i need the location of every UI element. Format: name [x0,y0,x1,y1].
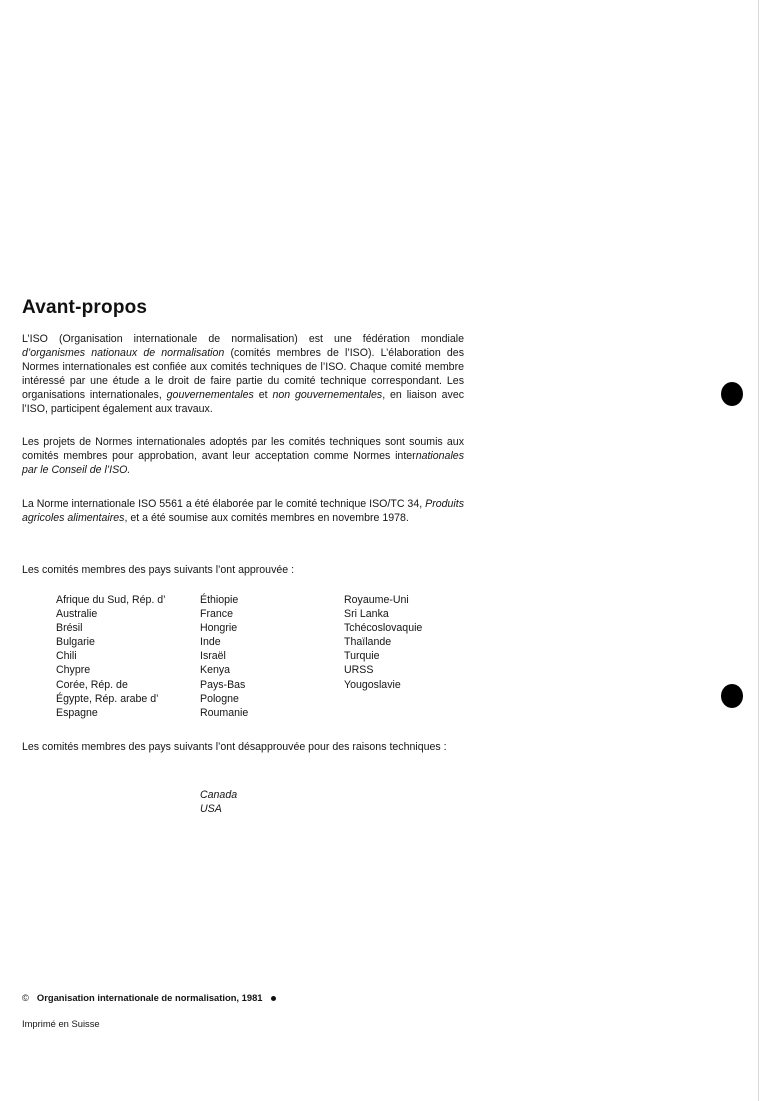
country-name: Tchécoslovaquie [344,622,423,635]
text-run: nationales par le Conseil de l’ISO. [22,450,464,476]
country-name: Bulgarie [56,636,95,649]
text-run: gouvernementales [166,389,254,401]
country-name: Canada [200,789,238,801]
country-name: Israël [200,650,226,663]
text-run: et [253,389,273,401]
country-name: Sri Lanka [344,608,389,621]
country-name: Australie [56,608,98,621]
country-name: Chili [56,650,77,663]
text-run: non gouvernementales [272,389,383,401]
country-name: Brésil [56,622,83,635]
country-name: URSS [344,664,374,677]
approved-countries-column-2 [200,593,248,720]
approved-countries-column-1 [56,593,166,720]
paragraph-approved-intro [22,563,464,577]
text-run: Les comités membres des pays suivants l’ont désapprouvée pour des raisons techniques : [22,741,447,753]
country-name: Espagne [56,706,98,719]
text-run: d’organismes nationaux de normalisation [22,347,225,359]
country-name: Éthiopie [200,594,239,606]
copyright-symbol: © [22,992,29,1003]
country-name: Pologne [200,692,239,705]
country-name: Hongrie [200,622,238,635]
text-run: , et a été soumise aux comités membres en novembre 1978. [124,512,409,524]
country-name: Royaume-Uni [344,594,409,606]
page-edge [758,0,759,1101]
punch-hole-icon [721,684,743,708]
punch-hole-icon [721,382,743,406]
copyright-text: Organisation internationale de normalisation, 1981 [36,992,263,1003]
country-name: USA [200,803,222,816]
text-run: , en liaison avec l’ISO, participent également aux travaux. [22,389,465,415]
text-run: Produits agricoles alimentaires [22,498,464,524]
country-name: Inde [200,636,221,649]
paragraph-standard-origin [22,497,464,525]
country-name: Corée, Rép. de [56,678,128,691]
page-title: Avant-propos [22,297,148,318]
country-name: Thaïlande [344,636,392,649]
text-run: Les comités membres des pays suivants l’ont approuvée : [22,564,295,576]
country-name: Kenya [200,664,231,677]
country-name: Afrique du Sud, Rép. d’ [56,594,166,606]
country-name: Roumanie [200,706,249,719]
text-run: L’ISO (Organisation internationale de normalisation) est une fédération mondiale [22,333,464,345]
country-name: Égypte, Rép. arabe d’ [56,692,159,705]
paragraph-disapproved-intro [22,740,464,754]
country-name: Chypre [56,664,91,677]
text-run: (comités membres de l’ISO). L’élaboration des Normes internationales est confiée aux comités techniques de l’ISO. Chaque comité membre intéressé par une étude a le droit de faire partie du comité technique correspondant. Les organisations internationales, [22,347,464,401]
country-name: Turquie [344,650,380,663]
country-name: Pays-Bas [200,678,246,691]
text-run: Les projets de Normes internationales adoptés par les comités techniques sont soumis aux comités membres pour approbation, avant leur acceptation comme Normes inter [22,436,464,462]
text-run: La Norme internationale ISO 5561 a été élaborée par le comité technique ISO/TC 34, [22,498,426,510]
paragraph-approval-process [22,435,464,477]
disapproved-countries-list [200,788,237,816]
paragraph-iso-intro [22,332,464,416]
approved-countries-column-3 [344,593,422,692]
bullet-icon [271,996,276,1001]
country-name: France [200,608,233,621]
copyright-line [22,992,276,1003]
printed-in-line: Imprimé en Suisse [22,1018,100,1029]
country-name: Yougoslavie [344,678,401,691]
